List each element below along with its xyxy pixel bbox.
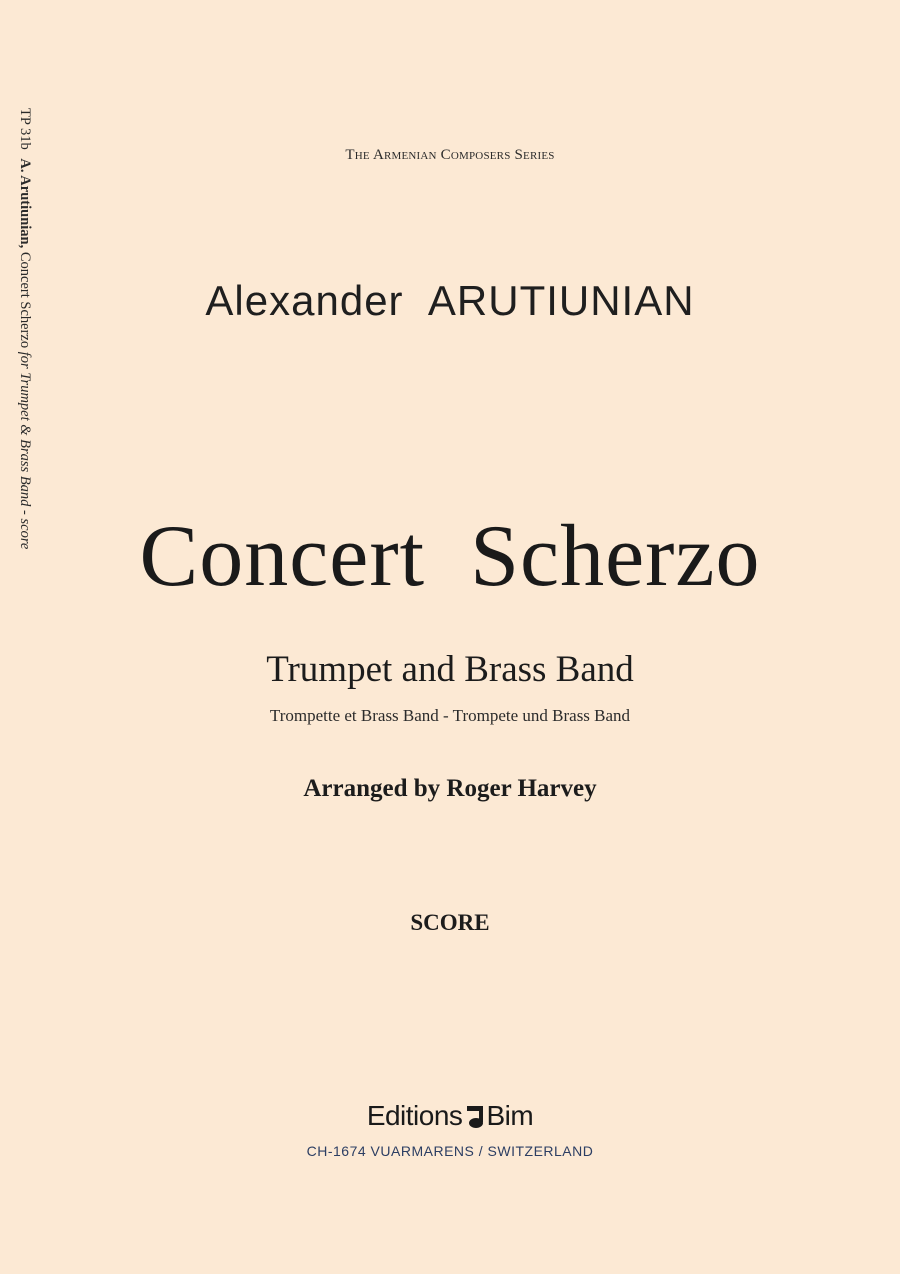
- spine-text: [15, 108, 35, 549]
- spine-instrumentation: for Trumpet & Brass Band - score: [17, 351, 33, 550]
- instrumentation: Trumpet and Brass Band: [266, 649, 634, 690]
- edition-type: SCORE: [410, 910, 490, 935]
- publisher-name-part1: Editions: [366, 1100, 463, 1131]
- work-title: Concert Scherzo: [139, 508, 761, 605]
- music-note-icon: [466, 1103, 484, 1129]
- instrumentation-translations: Trompette et Brass Band - Trompete und Brass Band: [269, 706, 631, 725]
- spine-code: TP 31b: [17, 108, 33, 150]
- series-title: The Armenian Composers Series: [345, 147, 555, 163]
- composer-name: Alexander ARUTIUNIAN: [205, 277, 695, 324]
- spine-title: Concert Scherzo: [17, 248, 33, 352]
- publisher-logo: [0, 1100, 900, 1132]
- publisher-name-part2: Bim: [486, 1100, 534, 1131]
- arranger-credit: Arranged by Roger Harvey: [303, 775, 597, 802]
- spine-composer: A. Arutiunian,: [17, 158, 33, 249]
- publisher-address: CH-1674 VUARMARENS / SWITZERLAND: [306, 1143, 594, 1159]
